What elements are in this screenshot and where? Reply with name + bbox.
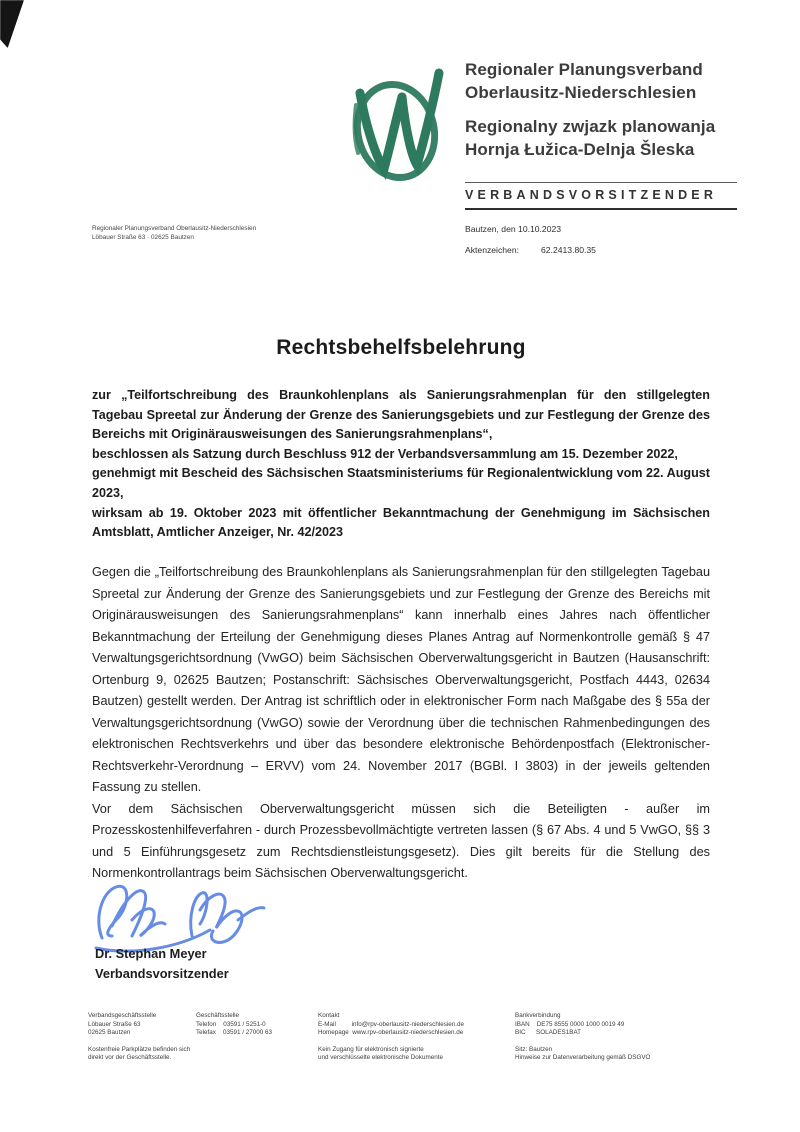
text-line: Geschäftsstelle	[196, 1012, 240, 1019]
footer-address-column	[88, 1012, 193, 1063]
footer-email-column	[318, 1012, 508, 1063]
document-title: Rechtsbehelfsbelehrung	[276, 336, 526, 359]
text-line: Bankverbindung	[515, 1012, 561, 1019]
text-line: Vor dem Sächsischen Oberverwaltungsgericht müssen sich die Beteiligten - außer im Prozesskostenhilfeverfahren - durch Prozessbevollmächtigte vertreten lassen (§ 67 Abs. 4 und 5 VwGO, §§ 3 und 5 Einführungsgesetz zum Rechtsdienstleistungsgesetz). Dies gilt bereits für die Stellung des Normenkontrollantrags beim Sächsischen Oberverwaltungsgericht.	[92, 801, 710, 880]
text-line: Sitz: Bautzen	[515, 1045, 553, 1053]
text-line: IBAN DE75 8555 0000 1000 0019 49	[515, 1020, 625, 1028]
sender-address-line	[92, 224, 392, 242]
org-name-de-line2: Oberlausitz-Niederschlesien	[465, 83, 697, 102]
sender-org: Regionaler Planungsverband Oberlausitz-Niederschlesien	[92, 225, 257, 232]
text-line: Gegen die „Teilfortschreibung des Braunkohlenplans als Sanierungsrahmenplan für den stillgelegten Tagebau Spreetal zur Änderung der Grenze des Sanierungsgebiets und zur Festlegung der Grenze des Bereichs mit Originärausweisungen des Sanierungsrahmenplans“ kann innerhalb eines Jahres nach öffentlicher Bekanntmachung der Erteilung der Genehmigung dieses Planes Antrag auf Normenkontrolle gemäß § 47 Verwaltungsgerichtsordnung (VwGO) beim Sächsischen Oberverwaltungsgericht in Bautzen (Hausanschrift: Ortenburg 9, 02625 Bautzen; Postanschrift: Sächsisches Oberverwaltungsgericht, Postfach 4443, 02634 Bautzen) gestellt werden. Der Antrag ist schriftlich oder in elektronischer Form nach Maßgabe des § 55a der Verwaltungsgerichtsordnung (VwGO) sowie der Verordnung über die technischen Rahmenbedingungen des elektronischen Rechtsverkehrs und über das besondere elektronische Behördenpostfach (Elektronischer-Rechtsverkehr-Verordnung – ERVV) vom 24. November 2017 (BGBl. I 3803) in der jeweils geltenden Fassung zu stellen.	[92, 565, 710, 794]
text-line: wirksam ab 19. Oktober 2023 mit öffentlicher Bekanntmachung der Genehmigung im Sächsischen Amtsblatt, Amtlicher Anzeiger, Nr. 42/2023	[92, 505, 710, 540]
text-line: Kein Zugang für elektronisch signierte	[318, 1045, 424, 1053]
text-line: Hinweise zur Datenverarbeitung gemäß DSGVO	[515, 1054, 651, 1062]
footer-bank-column	[515, 1012, 720, 1063]
org-name-sorbian-line1: Regionalny zwjazk planowanja	[465, 117, 716, 136]
text-line: Kostenfreie Parkplätze befinden sich	[88, 1045, 191, 1053]
text-line: BIC SOLADES1BAT	[515, 1029, 582, 1037]
text-line: Löbauer Straße 63	[88, 1020, 141, 1028]
text-line: Telefon 03591 / 5251-0	[196, 1020, 266, 1028]
text-line: und verschlüsselte elektronische Dokumente	[318, 1054, 443, 1062]
signatory-name: Dr. Stephan Meyer	[95, 946, 207, 961]
lead-paragraph-bold	[92, 386, 710, 543]
body-text	[92, 562, 710, 885]
text-line	[515, 1038, 720, 1046]
text-line: 02625 Bautzen	[88, 1029, 131, 1037]
org-name-sorbian-line2: Hornja Łužica-Delnja Šleska	[465, 140, 695, 159]
file-ref-label: Aktenzeichen:	[465, 245, 519, 255]
text-line: Telefax 03591 / 27000 63	[196, 1029, 272, 1037]
scan-artifact	[0, 0, 24, 48]
sender-street: Löbauer Straße 63 · 02625 Bautzen	[92, 234, 194, 241]
text-line: Verbandsgeschäftsstelle	[88, 1012, 157, 1019]
place-date: Bautzen, den 10.10.2023	[465, 224, 562, 234]
date-reference-block	[465, 224, 735, 256]
text-line	[318, 1038, 508, 1046]
planungsverband-logo-icon	[344, 55, 448, 187]
text-line	[88, 1038, 193, 1046]
text-line: zur „Teilfortschreibung des Braunkohlenplans als Sanierungsrahmenplan für den stillgelegten Tagebau Spreetal zur Änderung der Grenze des Sanierungsgebiets und zur Festlegung der Grenze des Bereichs mit Originärausweisungen des Sanierungsrahmenplans“,	[92, 388, 710, 442]
text-line: direkt vor der Geschäftsstelle.	[88, 1054, 172, 1062]
file-ref-value: 62.2413.80.35	[541, 245, 596, 255]
signatory-role: Verbandsvorsitzender	[95, 966, 229, 981]
text-line: Kontakt	[318, 1012, 340, 1019]
text-line: genehmigt mit Bescheid des Sächsischen Staatsministeriums für Regionalentwicklung vom 22. August 2023,	[92, 466, 710, 500]
header-org-block	[465, 58, 740, 161]
text-line: beschlossen als Satzung durch Beschluss 912 der Verbandsversammlung am 15. Dezember 2022,	[92, 446, 678, 461]
text-line: E-Mail info@rpv-oberlausitz-niederschlesien.de	[318, 1020, 465, 1028]
role-banner: VERBANDSVORSITZENDER	[465, 182, 737, 210]
signatory-block	[95, 944, 395, 984]
org-name-de-line1: Regionaler Planungsverband	[465, 60, 703, 79]
footer-phone-column	[196, 1012, 314, 1038]
text-line: Homepage www.rpv-oberlausitz-niederschlesien.de	[318, 1029, 464, 1037]
